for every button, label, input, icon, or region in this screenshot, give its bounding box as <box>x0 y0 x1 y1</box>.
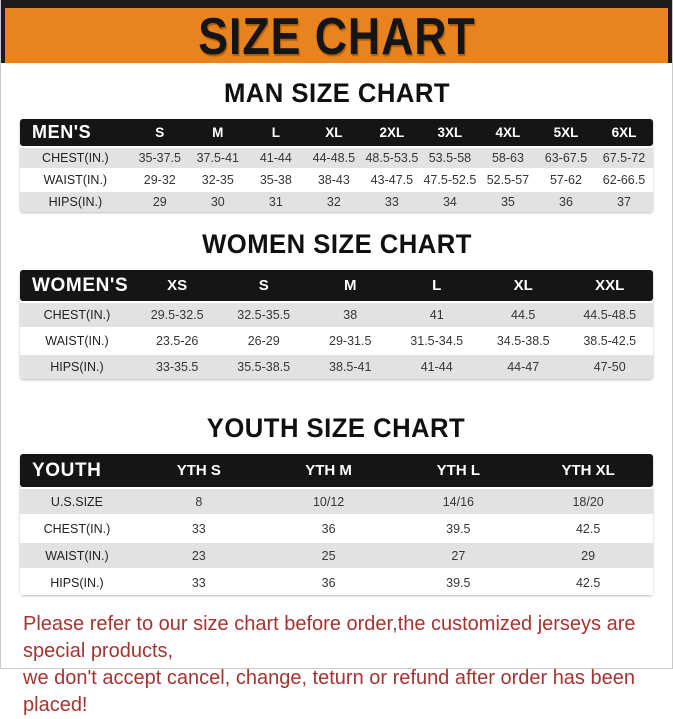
row-label: U.S.SIZE <box>50 494 104 509</box>
size-column-header: 2XL <box>379 125 405 140</box>
row-label: WAIST(IN.) <box>45 548 109 563</box>
table-cell: 36 <box>321 521 336 536</box>
table-header-row <box>20 119 653 146</box>
table-cell: 37 <box>617 195 631 209</box>
table-cell: 47-50 <box>593 360 626 374</box>
table-cell: 39.5 <box>446 575 471 590</box>
table-cell: 34.5-38.5 <box>496 334 550 348</box>
table-cell: 35 <box>500 195 515 209</box>
size-column-header: XL <box>325 125 343 140</box>
section-women <box>1 229 672 379</box>
table-cell: 29-32 <box>143 173 176 187</box>
table-cell: 14/16 <box>442 494 474 509</box>
table-cell: 44-47 <box>507 360 540 374</box>
size-column-header: M <box>343 277 357 294</box>
table-cell: 25 <box>321 548 336 563</box>
table-cell: 38 <box>343 308 358 322</box>
size-column-header: YTH XL <box>561 462 615 479</box>
table-row <box>20 516 653 541</box>
page-title: SIZE CHART <box>197 6 476 65</box>
size-column-header: L <box>432 277 442 294</box>
table-corner-label: WOMEN'S <box>32 274 129 296</box>
table-cell: 29.5-32.5 <box>150 308 204 322</box>
size-column-header: 3XL <box>437 125 463 140</box>
table-cell: 32-35 <box>201 173 234 187</box>
size-column-header: YTH S <box>176 462 221 479</box>
table-corner-label: YOUTH <box>32 459 102 481</box>
table-cell: 38-43 <box>317 173 350 187</box>
table-cell: 33 <box>191 521 206 536</box>
row-label: WAIST(IN.) <box>45 334 109 348</box>
banner <box>1 8 672 63</box>
table-cell: 32 <box>326 195 341 209</box>
table-corner-label: MEN'S <box>32 122 92 142</box>
table-cell: 36 <box>321 575 336 590</box>
size-column-header: L <box>271 125 280 140</box>
youth-section-title: YOUTH SIZE CHART <box>207 413 466 443</box>
size-column-header: S <box>155 125 165 140</box>
size-column-header: YTH M <box>305 462 352 479</box>
table-cell: 63-67.5 <box>544 151 588 165</box>
table-row <box>20 170 653 190</box>
table-row <box>20 570 653 595</box>
table-cell: 62-66.5 <box>602 173 646 187</box>
row-label: CHEST(IN.) <box>42 151 109 165</box>
table-cell: 31.5-34.5 <box>410 334 464 348</box>
table-cell: 57-62 <box>549 173 582 187</box>
table-cell: 38.5-41 <box>329 360 372 374</box>
table-cell: 67.5-72 <box>602 151 646 165</box>
table-cell: 29 <box>152 195 167 209</box>
table-cell: 23 <box>191 548 206 563</box>
table-cell: 8 <box>195 494 203 509</box>
table-row <box>20 489 653 514</box>
women-section-title: WOMEN SIZE CHART <box>201 229 472 259</box>
row-label: HIPS(IN.) <box>48 195 103 209</box>
table-cell: 39.5 <box>446 521 471 536</box>
table-cell: 33 <box>384 195 399 209</box>
table-row <box>20 192 653 212</box>
table-cell: 42.5 <box>575 575 601 590</box>
row-label: WAIST(IN.) <box>43 173 108 187</box>
footer-line-2: we don't accept cancel, change, teturn or refund after order has been placed! <box>23 667 635 716</box>
men-section-title: MAN SIZE CHART <box>223 78 450 108</box>
table-cell: 29-31.5 <box>329 334 372 348</box>
table-cell: 31 <box>268 195 283 209</box>
row-label: CHEST(IN.) <box>43 308 111 322</box>
table-cell: 43-47.5 <box>370 173 414 187</box>
table-cell: 35.5-38.5 <box>237 360 291 374</box>
table-cell: 35-37.5 <box>138 151 181 165</box>
table-cell: 41 <box>429 308 444 322</box>
section-youth <box>1 413 672 595</box>
table-cell: 38.5-42.5 <box>583 334 637 348</box>
table-cell: 37.5-41 <box>196 151 239 165</box>
size-column-header: YTH L <box>436 462 481 479</box>
table-cell: 44-48.5 <box>312 151 356 165</box>
table-cell: 32.5-35.5 <box>237 308 291 322</box>
table-cell: 41-44 <box>420 360 453 374</box>
table-cell: 44.5 <box>511 308 536 322</box>
table-cell: 53.5-58 <box>428 151 472 165</box>
table-cell: 35-38 <box>259 173 292 187</box>
table-cell: 48.5-53.5 <box>365 151 419 165</box>
size-column-header: 6XL <box>611 125 637 140</box>
table-cell: 18/20 <box>572 494 604 509</box>
table-header-row <box>20 454 653 487</box>
table-cell: 42.5 <box>575 521 601 536</box>
table-header-row <box>20 270 653 301</box>
footer-line-1: Please refer to our size chart before order,the customized jerseys are special products, <box>23 613 636 662</box>
table-cell: 26-29 <box>247 334 280 348</box>
size-column-header: XXL <box>595 277 625 294</box>
size-column-header: M <box>212 125 224 140</box>
table-row <box>20 355 653 379</box>
table-cell: 27 <box>451 548 466 563</box>
size-column-header: XL <box>513 277 533 294</box>
size-column-header: XS <box>167 277 188 294</box>
table-cell: 36 <box>559 195 573 209</box>
section-men <box>1 78 672 212</box>
footer-note <box>23 611 658 719</box>
size-column-header: S <box>258 277 269 294</box>
row-label: HIPS(IN.) <box>50 575 104 590</box>
table-row <box>20 329 653 353</box>
table-cell: 41-44 <box>259 151 292 165</box>
table-row <box>20 148 653 168</box>
table-cell: 23.5-26 <box>155 334 199 348</box>
table-cell: 33 <box>191 575 206 590</box>
size-column-header: 5XL <box>553 125 579 140</box>
men-size-table <box>20 119 653 212</box>
table-cell: 29 <box>581 548 596 563</box>
table-cell: 44.5-48.5 <box>583 308 637 322</box>
table-cell: 10/12 <box>312 494 345 509</box>
table-cell: 34 <box>442 195 457 209</box>
youth-size-table <box>20 454 653 595</box>
table-cell: 58-63 <box>491 151 524 165</box>
size-column-header: 4XL <box>495 125 521 140</box>
table-cell: 47.5-52.5 <box>423 173 477 187</box>
table-row <box>20 543 653 568</box>
row-label: HIPS(IN.) <box>50 360 104 374</box>
women-size-table <box>20 270 653 379</box>
row-label: CHEST(IN.) <box>43 521 111 536</box>
table-cell: 52.5-57 <box>486 173 530 187</box>
table-cell: 30 <box>210 195 225 209</box>
table-row <box>20 303 653 327</box>
table-cell: 33-35.5 <box>155 360 199 374</box>
